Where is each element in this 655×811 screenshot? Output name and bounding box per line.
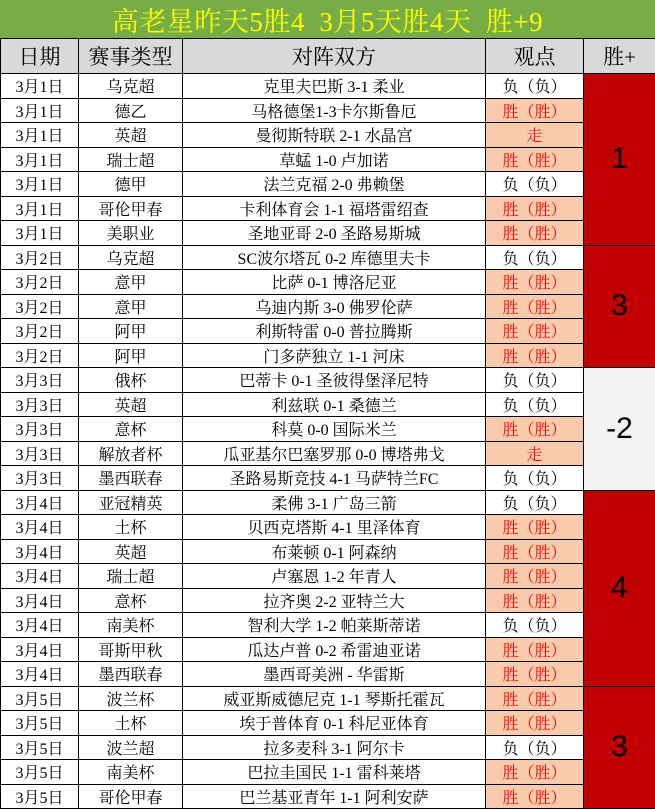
league-cell: 土杯 <box>79 711 183 736</box>
match-cell: 圣路易斯竞技 4-1 马萨特兰FC <box>183 466 486 491</box>
match-cell: 拉齐奥 2-2 亚特兰大 <box>183 588 486 613</box>
match-cell: 拉多麦科 3-1 阿尔卡 <box>183 735 486 760</box>
table-row <box>1 637 655 662</box>
league-cell: 意甲 <box>79 270 183 295</box>
opinion-cell: 胜（胜） <box>486 539 584 564</box>
match-cell: 法兰克福 2-0 弗赖堡 <box>183 172 486 197</box>
date-cell: 3月5日 <box>1 735 79 760</box>
match-cell: 门多萨独立 1-1 河床 <box>183 343 486 368</box>
match-cell: 克里夫巴斯 3-1 柔业 <box>183 74 486 99</box>
opinion-cell: 胜（胜） <box>486 294 584 319</box>
date-cell: 3月4日 <box>1 539 79 564</box>
table-row <box>1 760 655 785</box>
league-cell: 南美杯 <box>79 760 183 785</box>
opinion-cell: 走 <box>486 441 584 466</box>
league-cell: 南美杯 <box>79 613 183 638</box>
table-row <box>1 515 655 540</box>
table-row <box>1 466 655 491</box>
league-cell: 亚冠精英 <box>79 490 183 515</box>
match-cell: 布莱顿 0-1 阿森纳 <box>183 539 486 564</box>
date-cell: 3月2日 <box>1 270 79 295</box>
match-cell: 草蜢 1-0 卢加诺 <box>183 147 486 172</box>
date-cell: 3月5日 <box>1 760 79 785</box>
match-cell: 巴蒂卡 0-1 圣彼得堡泽尼特 <box>183 368 486 393</box>
page-title: 高老星昨天5胜4 3月5天胜4天 胜+9 <box>111 6 544 37</box>
date-cell: 3月1日 <box>1 123 79 148</box>
match-cell: 瓜亚基尔巴塞罗那 0-0 博塔弗戈 <box>183 441 486 466</box>
match-cell: 瓜达卢普 0-2 希雷迪亚诺 <box>183 637 486 662</box>
table-row <box>1 588 655 613</box>
win-plus-cell: -2 <box>584 368 655 491</box>
opinion-cell: 胜（胜） <box>486 662 584 687</box>
match-cell: SC波尔塔瓦 0-2 库德里夫卡 <box>183 245 486 270</box>
opinion-cell: 胜（胜） <box>486 270 584 295</box>
league-cell: 墨西联春 <box>79 662 183 687</box>
table-row <box>1 368 655 393</box>
table-row <box>1 147 655 172</box>
opinion-cell: 胜（胜） <box>486 760 584 785</box>
date-cell: 3月4日 <box>1 588 79 613</box>
table-row <box>1 319 655 344</box>
league-cell: 英超 <box>79 392 183 417</box>
opinion-cell: 胜（胜） <box>486 515 584 540</box>
match-cell: 巴兰基亚青年 1-1 阿利安萨 <box>183 784 486 809</box>
opinion-cell: 胜（胜） <box>486 417 584 442</box>
league-cell: 阿甲 <box>79 343 183 368</box>
match-cell: 圣地亚哥 2-0 圣路易斯城 <box>183 221 486 246</box>
date-cell: 3月1日 <box>1 172 79 197</box>
match-cell: 利兹联 0-1 桑德兰 <box>183 392 486 417</box>
match-cell: 威亚斯威德尼克 1-1 琴斯托霍瓦 <box>183 686 486 711</box>
title-banner <box>0 0 655 38</box>
date-cell: 3月3日 <box>1 466 79 491</box>
league-cell: 乌克超 <box>79 74 183 99</box>
opinion-cell: 负（负） <box>486 490 584 515</box>
table-row <box>1 123 655 148</box>
date-cell: 3月4日 <box>1 490 79 515</box>
opinion-cell: 胜（胜） <box>486 221 584 246</box>
league-cell: 德甲 <box>79 172 183 197</box>
date-cell: 3月1日 <box>1 98 79 123</box>
table-row <box>1 98 655 123</box>
table-row <box>1 270 655 295</box>
win-plus-cell: 1 <box>584 74 655 246</box>
league-cell: 美职业 <box>79 221 183 246</box>
date-cell: 3月4日 <box>1 613 79 638</box>
opinion-cell: 负（负） <box>486 245 584 270</box>
results-table <box>0 38 655 809</box>
date-cell: 3月2日 <box>1 343 79 368</box>
opinion-cell: 负（负） <box>486 735 584 760</box>
opinion-cell: 胜（胜） <box>486 319 584 344</box>
table-row <box>1 686 655 711</box>
opinion-cell: 胜（胜） <box>486 686 584 711</box>
opinion-cell: 胜（胜） <box>486 588 584 613</box>
league-cell: 解放者杯 <box>79 441 183 466</box>
col-header-match: 对阵双方 <box>183 39 486 74</box>
date-cell: 3月5日 <box>1 686 79 711</box>
date-cell: 3月3日 <box>1 368 79 393</box>
match-cell: 巴拉圭国民 1-1 雷科莱塔 <box>183 760 486 785</box>
col-header-league: 赛事类型 <box>79 39 183 74</box>
opinion-cell: 负（负） <box>486 368 584 393</box>
league-cell: 意甲 <box>79 294 183 319</box>
table-row <box>1 564 655 589</box>
table-row <box>1 343 655 368</box>
league-cell: 哥伦甲春 <box>79 196 183 221</box>
table-row <box>1 392 655 417</box>
opinion-cell: 负（负） <box>486 392 584 417</box>
date-cell: 3月4日 <box>1 637 79 662</box>
date-cell: 3月5日 <box>1 711 79 736</box>
table-row <box>1 784 655 809</box>
date-cell: 3月3日 <box>1 441 79 466</box>
match-cell: 埃于普体育 0-1 科尼亚体育 <box>183 711 486 736</box>
league-cell: 瑞士超 <box>79 147 183 172</box>
col-header-date: 日期 <box>1 39 79 74</box>
opinion-cell: 胜（胜） <box>486 637 584 662</box>
match-cell: 卢塞恩 1-2 年青人 <box>183 564 486 589</box>
col-header-opinion: 观点 <box>486 39 584 74</box>
opinion-cell: 走 <box>486 123 584 148</box>
league-cell: 波兰超 <box>79 735 183 760</box>
league-cell: 阿甲 <box>79 319 183 344</box>
match-cell: 利斯特雷 0-0 普拉腾斯 <box>183 319 486 344</box>
date-cell: 3月4日 <box>1 515 79 540</box>
match-cell: 马格德堡1-3卡尔斯鲁厄 <box>183 98 486 123</box>
match-cell: 比萨 0-1 博洛尼亚 <box>183 270 486 295</box>
league-cell: 哥伦甲春 <box>79 784 183 809</box>
opinion-cell: 胜（胜） <box>486 784 584 809</box>
win-plus-cell: 3 <box>584 686 655 809</box>
table-row <box>1 441 655 466</box>
opinion-cell: 胜（胜） <box>486 147 584 172</box>
opinion-cell: 胜（胜） <box>486 564 584 589</box>
opinion-cell: 胜（胜） <box>486 711 584 736</box>
league-cell: 乌克超 <box>79 245 183 270</box>
date-cell: 3月1日 <box>1 147 79 172</box>
header-row <box>1 39 655 74</box>
opinion-cell: 胜（胜） <box>486 98 584 123</box>
league-cell: 哥斯甲秋 <box>79 637 183 662</box>
league-cell: 俄杯 <box>79 368 183 393</box>
league-cell: 意杯 <box>79 417 183 442</box>
opinion-cell: 负（负） <box>486 466 584 491</box>
table-row <box>1 245 655 270</box>
opinion-cell: 胜（胜） <box>486 343 584 368</box>
match-cell: 曼彻斯特联 2-1 水晶宫 <box>183 123 486 148</box>
league-cell: 土杯 <box>79 515 183 540</box>
league-cell: 瑞士超 <box>79 564 183 589</box>
table-row <box>1 294 655 319</box>
date-cell: 3月2日 <box>1 319 79 344</box>
table-row <box>1 613 655 638</box>
match-cell: 贝西克塔斯 4-1 里泽体育 <box>183 515 486 540</box>
table-row <box>1 735 655 760</box>
table-row <box>1 490 655 515</box>
league-cell: 英超 <box>79 539 183 564</box>
date-cell: 3月1日 <box>1 221 79 246</box>
league-cell: 德乙 <box>79 98 183 123</box>
opinion-cell: 负（负） <box>486 172 584 197</box>
match-cell: 柔佛 3-1 广岛三箭 <box>183 490 486 515</box>
date-cell: 3月2日 <box>1 245 79 270</box>
league-cell: 墨西联春 <box>79 466 183 491</box>
win-plus-cell: 4 <box>584 490 655 686</box>
date-cell: 3月1日 <box>1 74 79 99</box>
table-row <box>1 172 655 197</box>
date-cell: 3月3日 <box>1 417 79 442</box>
table-row <box>1 539 655 564</box>
opinion-cell: 负（负） <box>486 74 584 99</box>
opinion-cell: 负（负） <box>486 613 584 638</box>
league-cell: 波兰杯 <box>79 686 183 711</box>
match-cell: 科莫 0-0 国际米兰 <box>183 417 486 442</box>
date-cell: 3月2日 <box>1 294 79 319</box>
win-plus-cell: 3 <box>584 245 655 368</box>
date-cell: 3月4日 <box>1 564 79 589</box>
col-header-winplus: 胜+ <box>584 39 655 74</box>
date-cell: 3月3日 <box>1 392 79 417</box>
table-row <box>1 711 655 736</box>
match-cell: 乌迪内斯 3-0 佛罗伦萨 <box>183 294 486 319</box>
match-cell: 卡利体育会 1-1 福塔雷绍查 <box>183 196 486 221</box>
date-cell: 3月1日 <box>1 196 79 221</box>
league-cell: 英超 <box>79 123 183 148</box>
league-cell: 意杯 <box>79 588 183 613</box>
match-cell: 墨西哥美洲 - 华雷斯 <box>183 662 486 687</box>
table-row <box>1 662 655 687</box>
date-cell: 3月5日 <box>1 784 79 809</box>
table-row <box>1 221 655 246</box>
table-row <box>1 196 655 221</box>
match-cell: 智利大学 1-2 帕莱斯蒂诺 <box>183 613 486 638</box>
table-row <box>1 74 655 99</box>
opinion-cell: 胜（胜） <box>486 196 584 221</box>
date-cell: 3月4日 <box>1 662 79 687</box>
table-row <box>1 417 655 442</box>
